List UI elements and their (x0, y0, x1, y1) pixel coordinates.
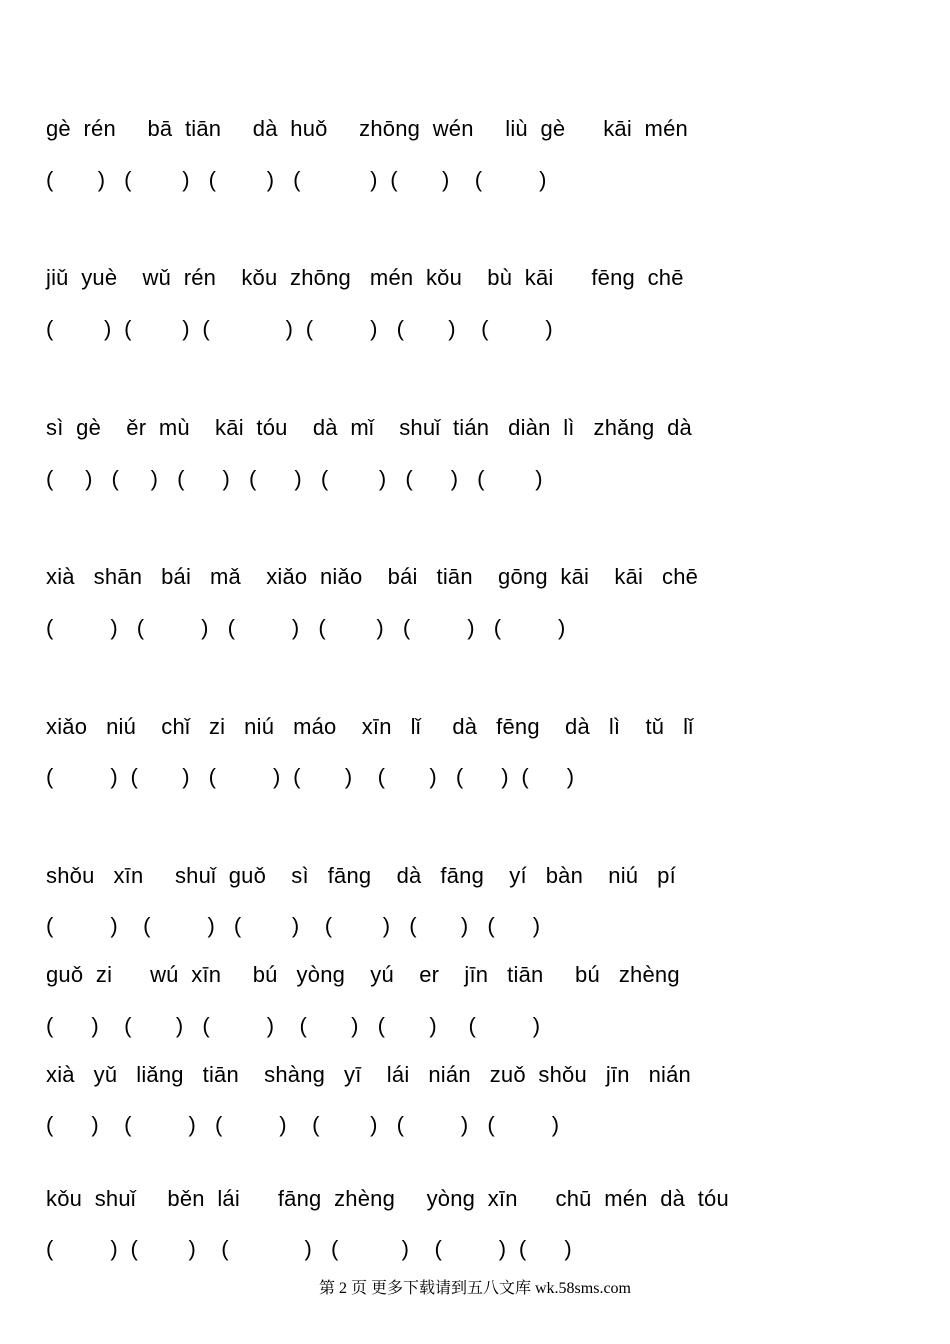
page-footer: 第 2 页 更多下载请到五八文库 wk.58sms.com (318, 1280, 631, 1297)
answer-brackets-row: ( ) ( ) ( ) ( ) ( ) ( ) (46, 1013, 541, 1038)
answer-brackets-row: ( ) ( ) ( ) ( ) ( ) ( ) ( ) (46, 764, 575, 789)
answer-brackets-row: ( ) ( ) ( ) ( ) ( ) ( ) (46, 316, 553, 341)
pinyin-row: gè rén bā tiān dà huǒ zhōng wén liù gè kāi mén (46, 116, 688, 141)
pinyin-row: xiǎo niú chǐ zi niú máo xīn lǐ dà fēng dà lì tǔ lǐ (46, 714, 694, 739)
answer-brackets-row: ( ) ( ) ( ) ( ) ( ) ( ) (46, 1112, 560, 1137)
pinyin-row: xià shān bái mǎ xiǎo niǎo bái tiān gōng kāi kāi chē (46, 564, 699, 589)
answer-brackets-row: ( ) ( ) ( ) ( ) ( ) ( ) (46, 1236, 572, 1261)
pinyin-row: xià yǔ liǎng tiān shàng yī lái nián zuǒ shǒu jīn nián (46, 1062, 691, 1087)
answer-brackets-row: ( ) ( ) ( ) ( ) ( ) ( ) (46, 913, 541, 938)
pinyin-row: kǒu shuǐ běn lái fāng zhèng yòng xīn chū mén dà tóu (46, 1186, 729, 1211)
answer-brackets-row: ( ) ( ) ( ) ( ) ( ) ( ) (46, 615, 566, 640)
pinyin-row: guǒ zi wú xīn bú yòng yú er jīn tiān bú zhèng (46, 962, 680, 987)
pinyin-row: sì gè ěr mù kāi tóu dà mǐ shuǐ tián diàn lì zhǎng dà (46, 415, 692, 440)
answer-brackets-row: ( ) ( ) ( ) ( ) ( ) ( ) ( ) (46, 466, 543, 491)
pinyin-row: shǒu xīn shuǐ guǒ sì fāng dà fāng yí bàn niú pí (46, 863, 676, 888)
answer-brackets-row: ( ) ( ) ( ) ( ) ( ) ( ) (46, 167, 547, 192)
pinyin-row: jiǔ yuè wǔ rén kǒu zhōng mén kǒu bù kāi fēng chē (46, 265, 684, 290)
